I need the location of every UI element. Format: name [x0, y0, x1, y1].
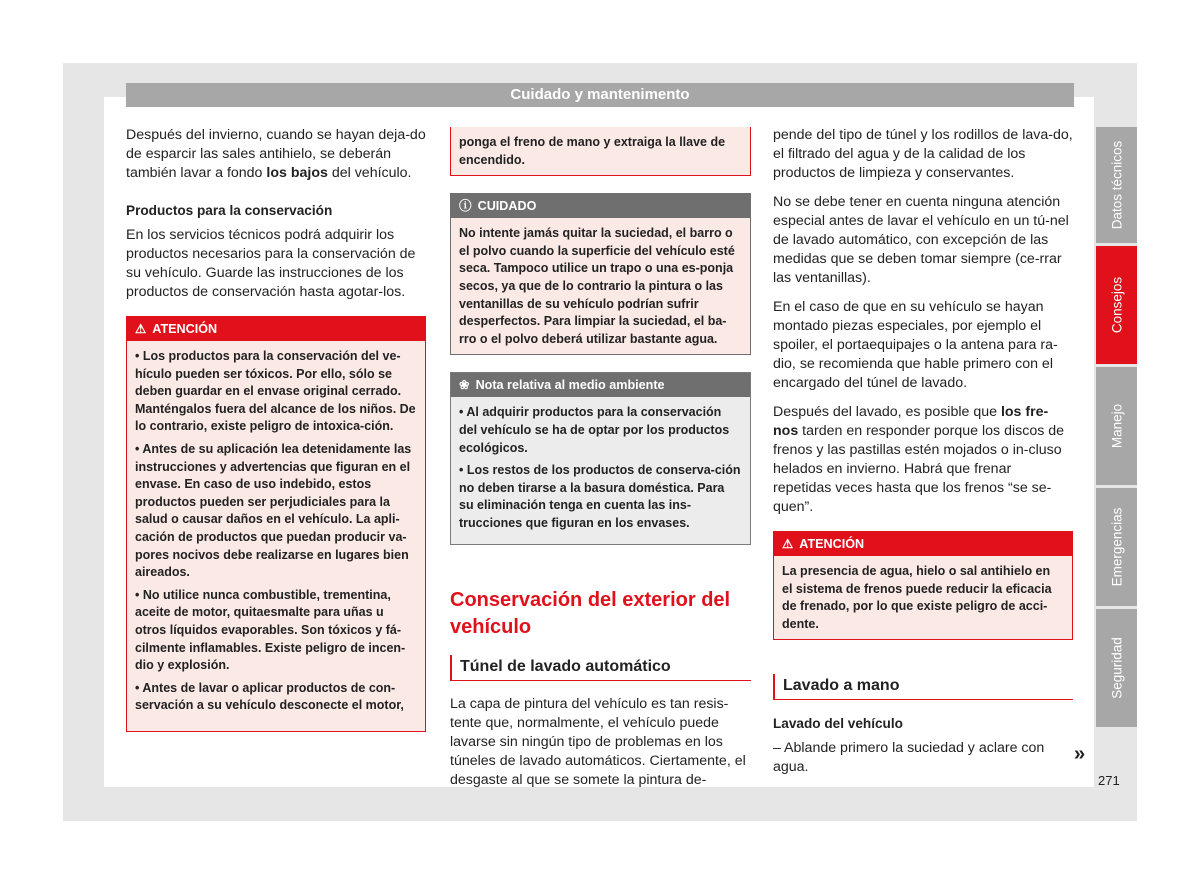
warning-triangle-icon: ⚠ [135, 322, 147, 336]
column-1 [126, 126, 426, 732]
warning-continuation-box [450, 127, 751, 176]
page-number: 271 [1098, 773, 1120, 788]
brake-warning-text: La presencia de agua, hielo o sal antihielo en el sistema de frenos puede reducir la eficacia de frenado, por lo que existe peligro de acci-dente. [782, 564, 1052, 631]
warning-item: • Antes de lavar o aplicar productos de con-servación a su vehículo desconecte el motor, [135, 680, 404, 713]
tab-emergencias[interactable]: Emergencias [1096, 488, 1137, 606]
environment-note-body [451, 397, 750, 543]
subsection-title-car-wash: Túnel de lavado automático [450, 655, 751, 681]
environment-item: • Al adquirir productos para la conservación del vehículo se ha de optar por los productos ecológicos. [459, 405, 730, 455]
hand-wash-step: – Ablande primero la suciedad y aclare con agua. [773, 740, 1045, 776]
warning-box [126, 316, 426, 732]
environment-note-box [450, 372, 751, 544]
continue-arrow-icon: » [1074, 743, 1086, 765]
tunnel-paragraph-2: No se debe tener en cuenta ninguna atención especial antes de lavar el vehículo en un tú-nel de lavado automático, con excepción de las medidas que se deben tomar siempre (ce-rrar las ventanillas). [773, 194, 1069, 286]
section-title: Conservación del exterior del vehículo [450, 588, 731, 638]
caution-text: No intente jamás quitar la suciedad, el barro o el polvo cuando la superficie del vehículo esté seca. Tampoco utilice un trapo o una es-ponja secos, ya que de lo contrario la pintura o las ventanillas de su vehículo podrían sufrir desperfectos. Para limpiar la suciedad, el ba-rro o el polvo deberá utilizar bastante agua. [459, 226, 735, 346]
tunnel-paragraph-3: En el caso de que en su vehículo se hayan montado piezas especiales, por ejemplo el spoiler, el portaequipajes o la antena para ra-dio, se recomienda que hable primero con el encargado del túnel de lavado. [773, 299, 1058, 391]
chapter-header: Cuidado y mantenimento [126, 83, 1074, 107]
tunnel-paragraph-1: pende del tipo de túnel y los rodillos de lava-do, el filtrado del agua y de la calidad de los productos de limpieza y conservantes. [773, 127, 1073, 181]
warning-continuation-text: ponga el freno de mano y extraiga la llave de encendido. [459, 135, 726, 167]
tab-consejos[interactable]: Consejos [1096, 246, 1137, 364]
brake-warning-header: ⚠ ATENCIÓN [774, 532, 1072, 556]
products-paragraph: En los servicios técnicos podrá adquirir los productos necesarios para la conservación de su vehículo. Guarde las instrucciones de los productos de conservación hasta agotar-los. [126, 227, 416, 300]
column-2 [450, 127, 751, 800]
warning-item: • Antes de su aplicación lea detenidamente las instrucciones y advertencias que figuran en el envase. En caso de uso indebido, estos productos pueden ser perjudiciales para la salud o causar daños en el vehículo. La apli-cación de productos que puedan producir va-pores nocivos debe realizarse en lugares bien aireados. [135, 441, 412, 580]
caution-header: ⓘ CUIDADO [451, 194, 750, 218]
tab-seguridad[interactable]: Seguridad [1096, 609, 1137, 727]
products-subheading: Productos para la conservación [126, 203, 333, 218]
hand-wash-subheading: Lavado del vehículo [773, 716, 903, 732]
warning-item: • No utilice nunca combustible, trementina, aceite de motor, quitaesmalte para uñas u otros líquidos evaporables. Son tóxicos y fá-cilmente inflamables. Existe peligro de incen-dio y explosión. [135, 587, 406, 673]
environment-note-header: ❀ Nota relativa al medio ambiente [451, 373, 750, 397]
column-3 [773, 126, 1073, 787]
car-wash-paragraph: La capa de pintura del vehículo es tan resis-tente que, normalmente, el vehículo puede lavarse sin ningún tipo de problemas en los túneles de lavado automáticos. Ciertamente, el desgaste al que se somete la pintura de- [450, 695, 746, 788]
warning-body [127, 341, 425, 726]
warning-header: ⚠ ATENCIÓN [127, 317, 425, 341]
tab-datos-tecnicos[interactable]: Datos técnicos [1096, 127, 1137, 243]
intro-paragraph: Después del invierno, cuando se hayan deja-do de esparcir las sales antihielo, se deberán también lavar a fondo los bajos del vehículo. [126, 127, 426, 181]
caution-box [450, 193, 751, 355]
tab-manejo[interactable]: Manejo [1096, 367, 1137, 485]
warning-triangle-icon: ⚠ [782, 537, 794, 551]
environment-item: • Los restos de los productos de conserva-ción no deben tirarse a la basura doméstica. Para su eliminación tenga en cuenta las ins-trucciones que figuran en los envases. [459, 463, 741, 530]
subsection-title-hand-wash: Lavado a mano [773, 674, 1073, 700]
warning-item: • Los productos para la conservación del ve-hículo pueden ser tóxicos. Por ello, sólo se deben guardar en el envase original cerrado. Manténgalos fuera del alcance de los niños. De lo contrario, existe peligro de intoxica-ción. [135, 349, 416, 434]
brakes-paragraph: Después del lavado, es posible que los fre-nos tarden en responder porque los discos de frenos y las pastillas estén mojados o in-cluso helados en invierno. Habrá que frenar repetidas veces hasta que los frenos “se se-quen”. [773, 404, 1065, 515]
leaf-icon: ❀ [459, 378, 470, 393]
brake-warning-box [773, 531, 1073, 640]
info-circle-icon: ⓘ [459, 199, 472, 214]
